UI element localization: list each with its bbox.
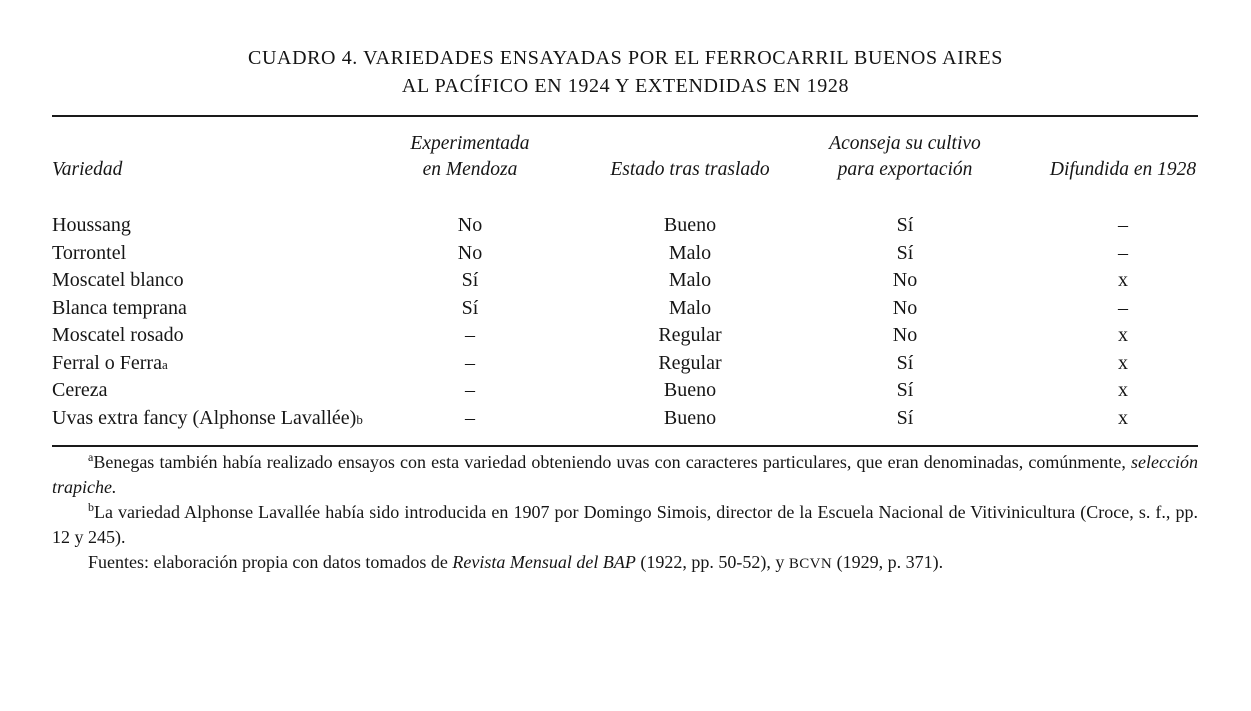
- cell-experimented: –: [465, 406, 475, 429]
- cell-state: Regular: [658, 351, 722, 374]
- cell-spread: x: [1118, 351, 1128, 374]
- col-header-experimentada-line1: Experimentada: [410, 133, 530, 154]
- cell-state: Bueno: [663, 379, 717, 402]
- table-row-cereza: [52, 377, 1198, 405]
- cell-experimented: –: [465, 351, 475, 374]
- table-row-ferral-o-ferra: [52, 350, 1198, 378]
- table: [52, 115, 1198, 447]
- cell-experimented: –: [465, 324, 475, 347]
- col-header-experimentada-line2: en Mendoza: [422, 159, 518, 180]
- col-header-estado-tras-traslado: [610, 157, 770, 183]
- cell-state: Bueno: [663, 406, 717, 429]
- cell-spread: –: [1118, 296, 1128, 319]
- footnote-b-marker: b: [88, 500, 94, 514]
- footnote-b-text: La variedad Alphonse Lavallée había sido introducida en 1907 por Domingo Simois, director de la Escuela Nacional de Vitivinicultura (Croce, s. f., pp. 12 y 245).: [52, 502, 1198, 547]
- cell-variety: [52, 324, 322, 347]
- variety-name: Moscatel blanco: [52, 269, 184, 292]
- footnote-a-text: Benegas también había realizado ensayos con esta variedad obteniendo uvas con caracteres particulares, que eran denominadas, comúnmente,: [93, 452, 1132, 472]
- variety-name: Uvas extra fancy (Alphonse Lavallée): [52, 406, 357, 429]
- footnotes: [52, 450, 1198, 577]
- col-header-experimentada-en-mendoza: [322, 131, 618, 183]
- cell-state: Malo: [668, 241, 712, 264]
- variety-name: Cereza: [52, 379, 108, 402]
- cell-advise: No: [892, 269, 918, 292]
- sources-smallcaps-acronym: BCVN: [788, 556, 833, 572]
- sources-line: [52, 550, 1198, 577]
- col-header-difundida-label: Difundida en 1928: [1049, 159, 1197, 180]
- table-row-blanca-temprana: [52, 295, 1198, 323]
- col-header-variedad: [52, 157, 322, 183]
- cell-advise: Sí: [896, 406, 914, 429]
- variety-name: Moscatel rosado: [52, 324, 184, 347]
- cell-advise: No: [892, 296, 918, 319]
- cell-experimented: Sí: [461, 269, 479, 292]
- sources-middle: (1922, pp. 50-52), y: [635, 552, 789, 572]
- table-row-moscatel-blanco: [52, 267, 1198, 295]
- col-header-aconseja-line1: Aconseja su cultivo: [829, 133, 981, 154]
- variety-name: Ferral o Ferra: [52, 351, 162, 374]
- variety-name: Torrontel: [52, 241, 127, 264]
- cell-spread: –: [1118, 214, 1128, 237]
- table-title-line1: CUADRO 4. VARIEDADES ENSAYADAS POR EL FERROCARRIL BUENOS AIRES: [248, 47, 1003, 69]
- cell-variety: [52, 214, 322, 237]
- cell-variety: [52, 242, 322, 265]
- sources-prefix: Fuentes: elaboración propia con datos tomados de: [88, 552, 453, 572]
- cell-variety: Ferral o Ferra a: [52, 351, 168, 374]
- cell-advise: No: [892, 324, 918, 347]
- table-title: [0, 44, 1251, 100]
- table-header-row: [52, 117, 1198, 183]
- col-header-difundida-1928: [1048, 157, 1198, 183]
- variety-name: Houssang: [52, 214, 131, 237]
- col-header-aconseja-line2: para exportación: [837, 159, 973, 180]
- cell-state: Bueno: [663, 214, 717, 237]
- table-row-uvas-extra-fancy: [52, 405, 1198, 433]
- cell-variety: [52, 297, 322, 320]
- footnote-b: [52, 500, 1198, 550]
- cell-spread: x: [1118, 324, 1128, 347]
- variety-name: Blanca temprana: [52, 296, 187, 319]
- table-body: [52, 212, 1198, 445]
- cell-experimented: Sí: [461, 296, 479, 319]
- cell-variety: Uvas extra fancy (Alphonse Lavallée) b: [52, 406, 363, 429]
- sources-suffix: (1929, p. 371).: [832, 552, 944, 572]
- cell-spread: x: [1118, 379, 1128, 402]
- cell-spread: x: [1118, 406, 1128, 429]
- cell-experimented: No: [457, 241, 483, 264]
- table-row-houssang: [52, 212, 1198, 240]
- col-header-aconseja-cultivo: [762, 131, 1048, 183]
- cell-advise: Sí: [896, 351, 914, 374]
- cell-experimented: –: [465, 379, 475, 402]
- cell-variety: [52, 269, 322, 292]
- cell-state: Regular: [658, 324, 722, 347]
- cell-advise: Sí: [896, 241, 914, 264]
- cell-advise: Sí: [896, 379, 914, 402]
- cell-variety: [52, 379, 322, 402]
- sources-journal-title: Revista Mensual del BAP: [452, 552, 636, 572]
- cell-spread: –: [1118, 241, 1128, 264]
- table-title-line2: AL PACÍFICO EN 1924 Y EXTENDIDAS EN 1928: [401, 75, 850, 97]
- table-row-moscatel-rosado: [52, 322, 1198, 350]
- cell-state: Malo: [668, 269, 712, 292]
- col-header-variedad-label: Variedad: [52, 159, 123, 180]
- cell-spread: x: [1118, 269, 1128, 292]
- cell-advise: Sí: [896, 214, 914, 237]
- table-row-torrontel: [52, 240, 1198, 268]
- cell-state: Malo: [668, 296, 712, 319]
- footnote-a-marker: a: [88, 450, 94, 464]
- cell-experimented: No: [457, 214, 483, 237]
- footnote-a: [52, 450, 1198, 500]
- footnote-a-italic-term: selección trapiche.: [52, 452, 1198, 497]
- col-header-estado-label: Estado tras traslado: [610, 159, 770, 180]
